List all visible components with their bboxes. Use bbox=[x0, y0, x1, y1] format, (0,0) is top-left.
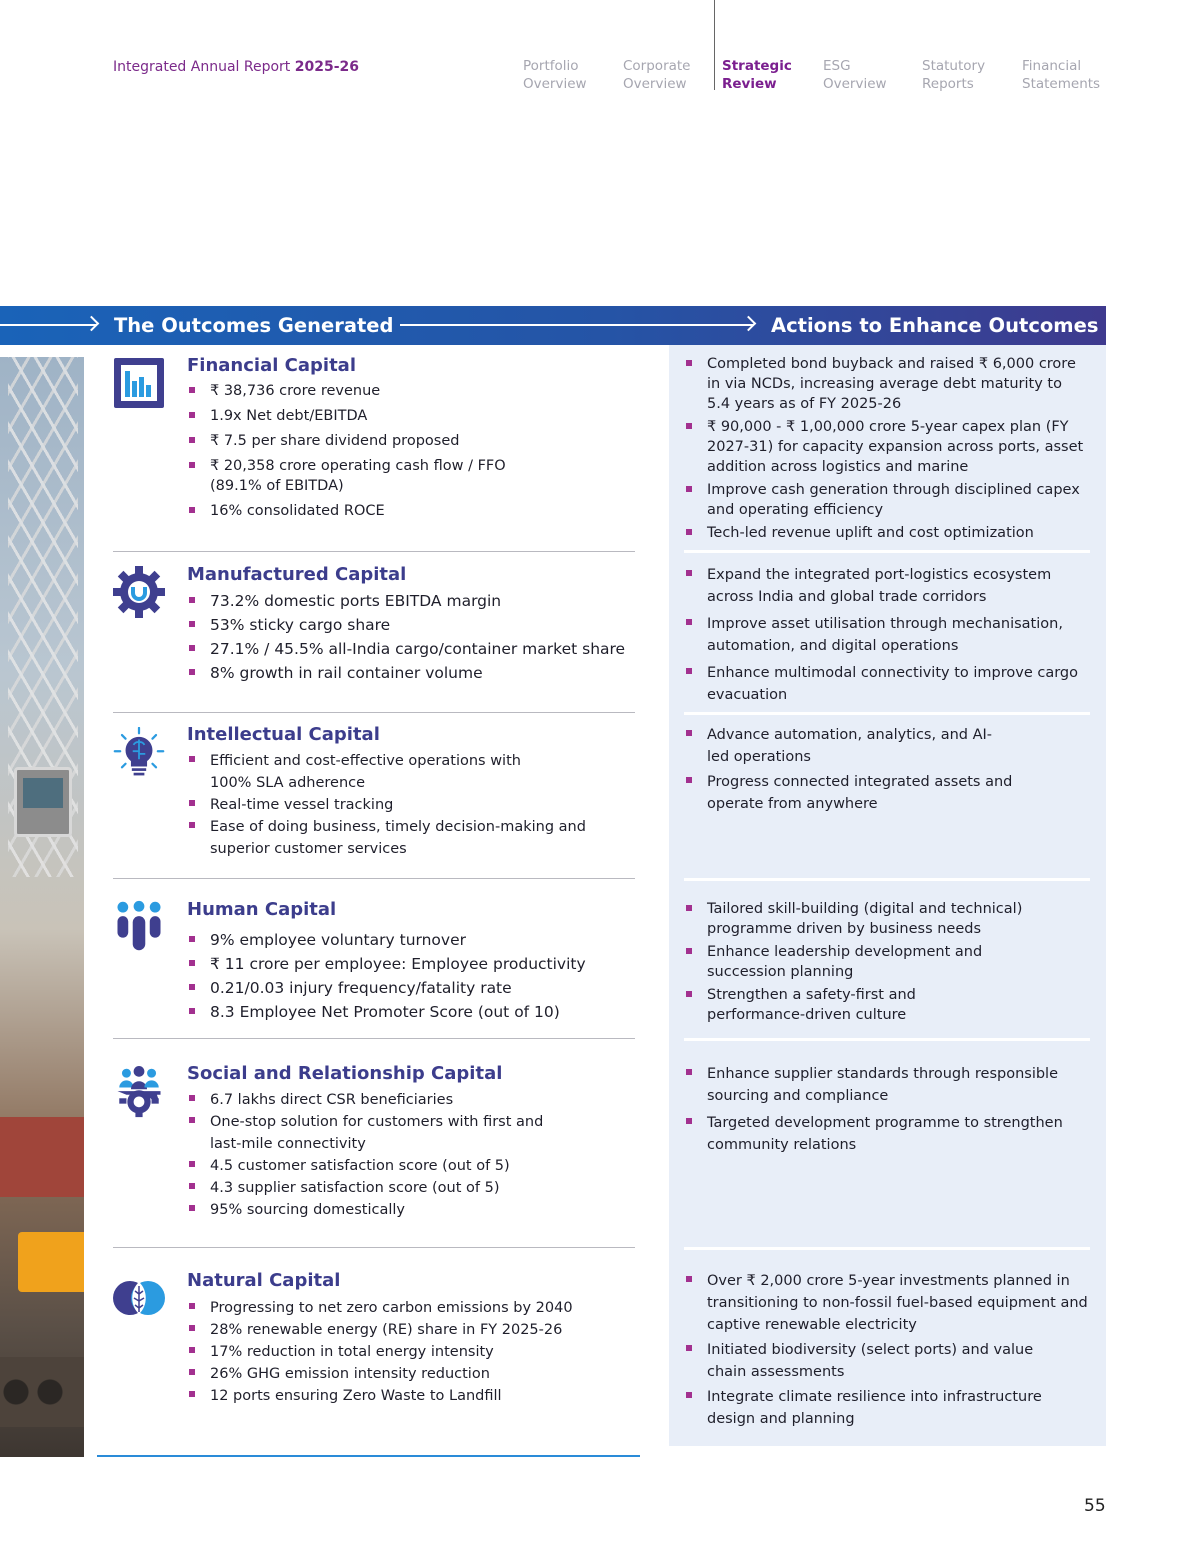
outcomes-divider bbox=[113, 712, 635, 713]
nav-esg-overview[interactable]: ESG Overview bbox=[823, 58, 887, 92]
report-title-text: Integrated Annual Report bbox=[113, 59, 291, 75]
list-item: Tailored skill-building (digital and technical) programme driven by business needs bbox=[684, 899, 1054, 939]
list-item: 8% growth in rail container volume bbox=[187, 663, 637, 683]
list-item: Integrate climate resilience into infrastructure design and planning bbox=[684, 1386, 1089, 1430]
people-icon bbox=[113, 900, 165, 952]
list-item: Advance automation, analytics, and AI-led operations bbox=[684, 724, 994, 768]
crane-wheels bbox=[0, 1357, 84, 1427]
list-item: Improve cash generation through disciplined capex and operating efficiency bbox=[684, 480, 1089, 520]
list-item: 1.9x Net debt/EBITDA bbox=[187, 406, 637, 426]
leaf-icon bbox=[113, 1272, 165, 1324]
financial-actions-list bbox=[684, 354, 1089, 543]
page-number: 55 bbox=[1084, 1496, 1106, 1516]
ship-hull bbox=[0, 1117, 84, 1197]
community-gear-icon bbox=[113, 1066, 165, 1118]
intellectual-outcomes-list bbox=[187, 750, 607, 860]
list-item: Improve asset utilisation through mechanisation, automation, and digital operations bbox=[684, 613, 1089, 657]
list-item: One-stop solution for customers with first and last-mile connectivity bbox=[187, 1111, 577, 1155]
report-year: 2025-26 bbox=[294, 59, 360, 75]
nav-strategic-review[interactable]: Strategic Review bbox=[722, 58, 792, 92]
list-item: 28% renewable energy (RE) share in FY 2025-26 bbox=[187, 1319, 637, 1341]
list-item: Tech-led revenue uplift and cost optimization bbox=[684, 523, 1089, 543]
section-header-band bbox=[0, 306, 1106, 345]
manufactured-outcomes-list bbox=[187, 591, 637, 683]
list-item: ₹ 7.5 per share dividend proposed bbox=[187, 431, 637, 451]
intellectual-actions-list bbox=[684, 724, 1089, 815]
list-item: 12 ports ensuring Zero Waste to Landfill bbox=[187, 1385, 637, 1407]
list-item: ₹ 20,358 crore operating cash flow / FFO (89.1% of EBITDA) bbox=[187, 456, 527, 496]
bar-chart-icon bbox=[113, 357, 165, 409]
actions-divider bbox=[684, 1038, 1090, 1041]
outcomes-divider bbox=[113, 878, 635, 879]
bottom-accent-rule bbox=[97, 1455, 640, 1457]
nav-portfolio-overview[interactable]: Portfolio Overview bbox=[523, 58, 587, 92]
financial-outcomes-list bbox=[187, 381, 637, 521]
list-item: 73.2% domestic ports EBITDA margin bbox=[187, 591, 637, 611]
list-item: Completed bond buyback and raised ₹ 6,000 crore in via NCDs, increasing average debt maturity to 5.4 years as of FY 2025-26 bbox=[684, 354, 1089, 414]
list-item: ₹ 38,736 crore revenue bbox=[187, 381, 637, 401]
outcomes-heading: The Outcomes Generated bbox=[114, 314, 394, 337]
list-item: 4.5 customer satisfaction score (out of 5) bbox=[187, 1155, 637, 1177]
nav-corporate-overview[interactable]: Corporate Overview bbox=[623, 58, 691, 92]
list-item: 4.3 supplier satisfaction score (out of 5) bbox=[187, 1177, 637, 1199]
list-item: 95% sourcing domestically bbox=[187, 1199, 637, 1221]
list-item: 9% employee voluntary turnover bbox=[187, 930, 637, 950]
nav-statutory-reports[interactable]: Statutory Reports bbox=[922, 58, 986, 92]
arrow-left-icon bbox=[0, 324, 97, 326]
list-item: 8.3 Employee Net Promoter Score (out of 10) bbox=[187, 1002, 637, 1022]
list-item: Initiated biodiversity (select ports) and value chain assessments bbox=[684, 1339, 1054, 1383]
list-item: 17% reduction in total energy intensity bbox=[187, 1341, 637, 1363]
list-item: 26% GHG emission intensity reduction bbox=[187, 1363, 637, 1385]
nav-financial-statements[interactable]: Financial Statements bbox=[1022, 58, 1101, 92]
list-item: Efficient and cost-effective operations with 100% SLA adherence bbox=[187, 750, 557, 794]
actions-divider bbox=[684, 878, 1090, 881]
outcomes-divider bbox=[113, 1247, 635, 1248]
list-item: 0.21/0.03 injury frequency/fatality rate bbox=[187, 978, 637, 998]
list-item: Enhance multimodal connectivity to improve cargo evacuation bbox=[684, 662, 1089, 706]
list-item: Strengthen a safety-first and performance-driven culture bbox=[684, 985, 964, 1025]
lightbulb-brain-icon bbox=[113, 727, 165, 779]
list-item: Over ₹ 2,000 crore 5-year investments planned in transitioning to non-fossil fuel-based equipment and captive renewable electricity bbox=[684, 1270, 1089, 1336]
list-item: Real-time vessel tracking bbox=[187, 794, 607, 816]
list-item: Progress connected integrated assets and operate from anywhere bbox=[684, 771, 1054, 815]
list-item: Progressing to net zero carbon emissions by 2040 bbox=[187, 1297, 637, 1319]
list-item: Enhance leadership development and succession planning bbox=[684, 942, 1004, 982]
natural-capital-title: Natural Capital bbox=[187, 1270, 341, 1291]
human-capital-title: Human Capital bbox=[187, 899, 337, 920]
financial-capital-title: Financial Capital bbox=[187, 355, 356, 376]
list-item: ₹ 11 crore per employee: Employee productivity bbox=[187, 954, 637, 974]
actions-divider bbox=[684, 1247, 1090, 1250]
gear-icon bbox=[113, 566, 165, 618]
list-item: Ease of doing business, timely decision-making and superior customer services bbox=[187, 816, 607, 860]
list-item: 27.1% / 45.5% all-India cargo/container market share bbox=[187, 639, 637, 659]
outcomes-divider bbox=[113, 1038, 635, 1039]
list-item: 6.7 lakhs direct CSR beneficiaries bbox=[187, 1089, 637, 1111]
yellow-machine bbox=[18, 1232, 84, 1292]
actions-divider bbox=[684, 550, 1090, 553]
list-item: Expand the integrated port-logistics ecosystem across India and global trade corridors bbox=[684, 564, 1089, 608]
human-actions-list bbox=[684, 899, 1089, 1025]
natural-outcomes-list bbox=[187, 1297, 637, 1407]
actions-divider bbox=[684, 712, 1090, 715]
intellectual-capital-title: Intellectual Capital bbox=[187, 724, 380, 745]
manufactured-capital-title: Manufactured Capital bbox=[187, 564, 407, 585]
arrow-middle-icon bbox=[400, 324, 754, 326]
social-outcomes-list bbox=[187, 1089, 637, 1221]
nav-active-divider bbox=[714, 0, 715, 90]
outcomes-divider bbox=[113, 551, 635, 552]
social-actions-list bbox=[684, 1063, 1089, 1156]
list-item: 53% sticky cargo share bbox=[187, 615, 637, 635]
human-outcomes-list bbox=[187, 930, 637, 1022]
list-item: Enhance supplier standards through responsible sourcing and compliance bbox=[684, 1063, 1089, 1107]
natural-actions-list bbox=[684, 1270, 1089, 1430]
list-item: 16% consolidated ROCE bbox=[187, 501, 637, 521]
report-title bbox=[113, 59, 359, 75]
port-crane-photo bbox=[0, 357, 84, 1457]
manufactured-actions-list bbox=[684, 564, 1089, 706]
list-item: Targeted development programme to strengthen community relations bbox=[684, 1112, 1089, 1156]
actions-heading: Actions to Enhance Outcomes bbox=[771, 314, 1099, 337]
social-capital-title: Social and Relationship Capital bbox=[187, 1063, 503, 1084]
crane-cabin bbox=[14, 767, 72, 837]
list-item: ₹ 90,000 - ₹ 1,00,000 crore 5-year capex plan (FY 2027-31) for capacity expansion across ports, asset addition across logistics and marine bbox=[684, 417, 1089, 477]
